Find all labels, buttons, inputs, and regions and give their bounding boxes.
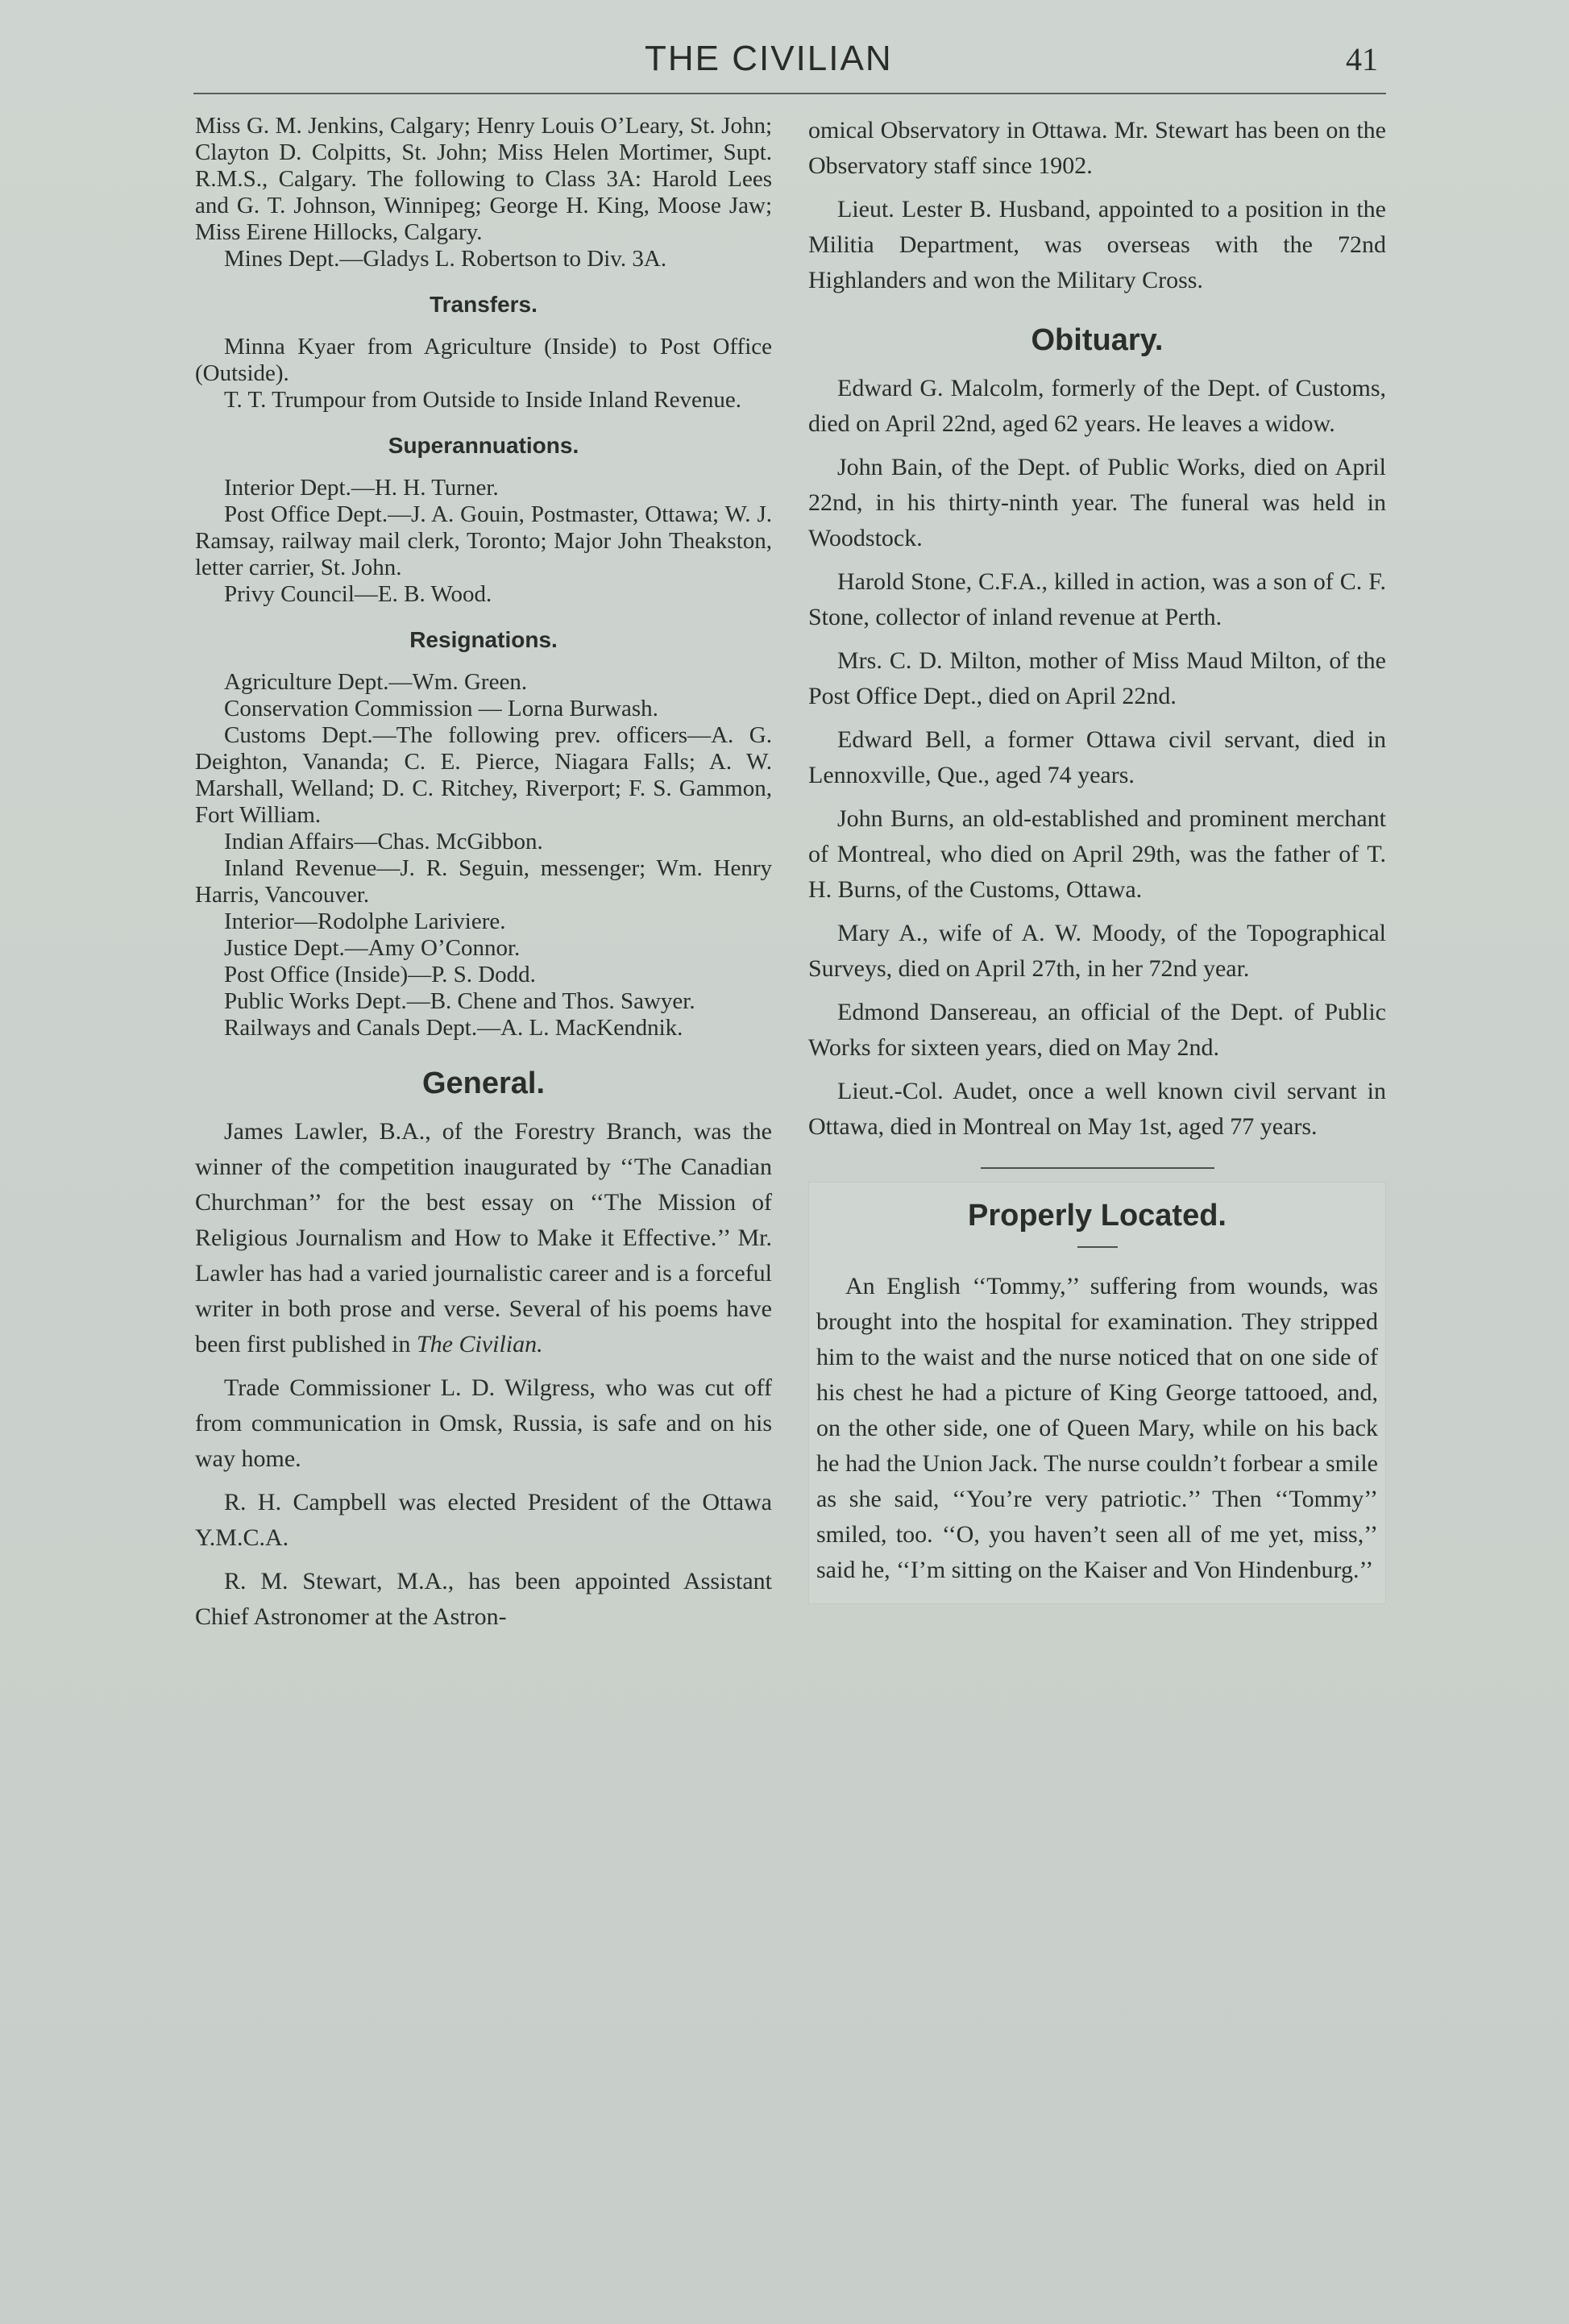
right-column — [808, 113, 1386, 1604]
list-item: Interior—Rodolphe Lariviere. — [224, 908, 506, 934]
obituary-section — [808, 371, 1386, 1145]
obituary-item: Edward G. Malcolm, formerly of the Dept. of Customs, died on April 22nd, aged 62 years. He leaves a widow. — [808, 375, 1386, 437]
transfers-list — [195, 334, 772, 414]
section-divider — [981, 1167, 1214, 1169]
general-paragraph: Trade Commissioner L. D. Wilgress, who was cut off from communication in Omsk, Russia, is safe and on his way home. — [195, 1374, 772, 1472]
general-paragraph-italic: The Civilian. — [416, 1331, 543, 1357]
obituary-item: Harold Stone, C.F.A., killed in action, was a son of C. F. Stone, collector of inland revenue at Perth. — [808, 568, 1386, 630]
list-item: Justice Dept.—Amy O’Connor. — [224, 935, 521, 961]
superannuations-list — [195, 475, 772, 608]
resignations-heading: Resignations. — [409, 627, 558, 652]
continuation-section — [808, 113, 1386, 298]
list-item: Customs Dept.—The following prev. officers—A. G. Deighton, Vananda; C. E. Pierce, Niagara Falls; A. W. Marshall, Welland; D. C. Ritchey, Riverport; F. S. Gammon, Fort William. — [195, 722, 772, 828]
list-item: Railways and Canals Dept.—A. L. MacKendnik. — [224, 1015, 683, 1041]
obituary-item: Edward Bell, a former Ottawa civil servant, died in Lennoxville, Que., aged 74 years. — [808, 726, 1386, 788]
appointments-paragraph: Miss G. M. Jenkins, Calgary; Henry Louis O’Leary, St. John; Clayton D. Colpitts, St. John; Miss Helen Mortimer, Supt. R.M.S., Calgary. The following to Class 3A: Harold Lees and G. T. Johnson, Winnipeg; George H. King, Moose Jaw; Miss Eirene Hillocks, Calgary. — [195, 113, 772, 245]
list-item: Post Office Dept.—J. A. Gouin, Postmaster, Ottawa; W. J. Ramsay, railway mail clerk, Toronto; Major John Theakston, letter carrier, St. John. — [195, 501, 772, 580]
page-header — [193, 32, 1386, 97]
list-item: Indian Affairs—Chas. McGibbon. — [224, 829, 543, 854]
page-number: 41 — [1346, 41, 1378, 77]
general-paragraph: R. M. Stewart, M.A., has been appointed Assistant Chief Astronomer at the Astron- — [195, 1568, 772, 1630]
obituary-item: Lieut.-Col. Audet, once a well known civil servant in Ottawa, died in Montreal on May 1st, aged 77 years. — [808, 1078, 1386, 1140]
list-item: Agriculture Dept.—Wm. Green. — [224, 669, 528, 695]
left-column — [195, 113, 772, 1635]
continuation-paragraph: Lieut. Lester B. Husband, appointed to a position in the Militia Department, was overseas with the 72nd Highlanders and won the Military Cross. — [808, 196, 1386, 293]
obituary-item: John Burns, an old-established and prominent merchant of Montreal, who died on April 29th, was the father of T. H. Burns, of the Customs, Ottawa. — [808, 805, 1386, 903]
properly-located-heading: Properly Located. — [968, 1199, 1227, 1233]
transfers-heading: Transfers. — [430, 292, 538, 317]
header-rule — [193, 93, 1386, 94]
list-item: Inland Revenue—J. R. Seguin, messenger; Wm. Henry Harris, Vancouver. — [195, 855, 772, 908]
resignations-list — [195, 669, 772, 1041]
publication-title: THE CIVILIAN — [645, 39, 893, 78]
obituary-item: John Bain, of the Dept. of Public Works, died on April 22nd, in his thirty-ninth year. The funeral was held in Woodstock. — [808, 454, 1386, 551]
list-item: Interior Dept.—H. H. Turner. — [224, 475, 499, 501]
obituary-item: Mary A., wife of A. W. Moody, of the Topographical Surveys, died on April 27th, in her 72nd year. — [808, 920, 1386, 982]
appointments-mines: Mines Dept.—Gladys L. Robertson to Div. 3A. — [224, 246, 667, 272]
appointments-list — [195, 113, 772, 272]
list-item: T. T. Trumpour from Outside to Inside Inland Revenue. — [224, 387, 741, 413]
general-paragraph: R. H. Campbell was elected President of the Ottawa Y.M.C.A. — [195, 1489, 772, 1551]
general-paragraph-text: James Lawler, B.A., of the Forestry Branch, was the winner of the competition inaugurated by ‘‘The Canadian Churchman’’ for the best essay on ‘‘The Mission of Religious Journalism and How to Make it Effective.’’ Mr. Lawler has had a varied journalistic career and is a forceful writer in both prose and verse. Several of his poems have been first published in — [195, 1118, 772, 1357]
properly-located-story: An English ‘‘Tommy,’’ suffering from wounds, was brought into the hospital for examination. They stripped him to the waist and the nurse noticed that on one side of his chest he had a picture of King George tattooed, and, on the other side, one of Queen Mary, while on his back he had the Union Jack. The nurse couldn’t forbear a smile as she said, ‘‘You’re very patriotic.’’ Then ‘‘Tommy’’ smiled, too. ‘‘O, you haven’t seen all of me yet, miss,’’ said he, ‘‘I’m sitting on the Kaiser and Von Hindenburg.’’ — [816, 1273, 1378, 1583]
list-item: Public Works Dept.—B. Chene and Thos. Sawyer. — [224, 988, 695, 1014]
list-item: Minna Kyaer from Agriculture (Inside) to Post Office (Outside). — [195, 334, 772, 386]
properly-located-box — [808, 1182, 1386, 1604]
obituary-heading: Obituary. — [1031, 323, 1164, 357]
general-section — [195, 1114, 772, 1635]
heading-rule — [1077, 1246, 1118, 1248]
general-paragraph — [195, 1114, 772, 1362]
obituary-item: Mrs. C. D. Milton, mother of Miss Maud Milton, of the Post Office Dept., died on April 22nd. — [808, 647, 1386, 709]
list-item: Conservation Commission — Lorna Burwash. — [224, 696, 658, 721]
obituary-item: Edmond Dansereau, an official of the Dept. of Public Works for sixteen years, died on May 2nd. — [808, 999, 1386, 1061]
list-item: Privy Council—E. B. Wood. — [224, 581, 492, 607]
continuation-paragraph: omical Observatory in Ottawa. Mr. Stewart has been on the Observatory staff since 1902. — [808, 117, 1386, 179]
list-item: Post Office (Inside)—P. S. Dodd. — [224, 962, 536, 987]
general-heading: General. — [421, 1066, 546, 1100]
superannuations-heading: Superannuations. — [388, 433, 579, 458]
